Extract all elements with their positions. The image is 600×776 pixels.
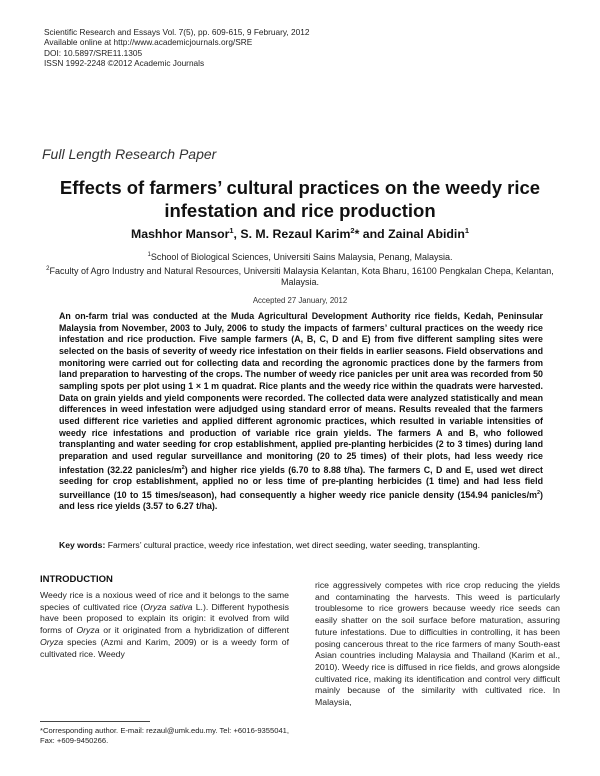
author-affil-mark: 1 <box>229 226 234 235</box>
author-separator: and <box>359 227 389 242</box>
affiliation-1 <box>40 250 560 264</box>
author-separator: , <box>233 227 241 242</box>
author-list <box>40 226 560 241</box>
journal-url: Available online at http://www.academicjournals.org/SRE <box>44 37 253 48</box>
affiliation-text: Faculty of Agro Industry and Natural Resources, Universiti Malaysia Kelantan, Kota Bharu, 16100 Pengkalan Chepa, Kelantan, Malaysia. <box>49 265 554 288</box>
abstract-text: ) and higher rice yields (6.70 to 8.88 t/ha). The farmers C, D and E, used wet direct seeding for crop establishment, applied no or less time of pre-planting herbicides (1 time) and had less field surveillance (10 to 15 times/season), had consequently a higher weedy rice panicle density (154.94 panicles/m <box>59 464 544 500</box>
body-text: L.). Different hypothesis have been proposed to explain its origin: it evolved from wild forms of <box>40 601 289 636</box>
intro-left-column <box>40 590 289 660</box>
author-name: Mashhor Mansor <box>130 227 230 242</box>
keywords <box>59 540 543 550</box>
issn: ISSN 1992-2248 ©2012 Academic Journals <box>44 58 205 69</box>
keywords-label: Key words: <box>59 540 106 550</box>
corresponding-mark: * <box>354 227 360 242</box>
abstract <box>59 311 543 513</box>
affiliations <box>40 250 560 289</box>
section-heading-introduction: INTRODUCTION <box>40 574 113 585</box>
species-name: Oryza sativa <box>143 601 193 612</box>
body-text: Weedy rice is a noxious weed of rice and it belongs to the same species of cultivated rice ( <box>40 590 289 612</box>
accepted-date: Accepted 27 January, 2012 <box>252 296 348 305</box>
author-affil-mark: 1 <box>464 226 470 235</box>
affiliation-text: School of Biological Sciences, Universiti Sains Malaysia, Penang, Malaysia. <box>150 252 453 262</box>
author-affil-mark: 2 <box>350 226 355 235</box>
author-name: S. M. Rezaul Karim <box>240 227 351 242</box>
body-text: or it originated from a hybridization of different <box>99 625 289 636</box>
paper-title: Effects of farmers’ cultural practices on the weedy rice infestation and rice production <box>59 177 541 221</box>
intro-right-column: rice aggressively competes with rice crop reducing the yields and contaminating the harvests. This weed is particularly troublesome to rice growers because weedy rice seeds can easily shatter on the soil surface before maturation, assuring future infestations. Due to difficulties in controlling, it has been posing cancerous threat to the rice farmers of many South-east Asian countries including Malaysia and Thailand (Karim et al., 2010). Weedy rice is diffused in rice fields, and grows alongside cultivated rice, making its identification and control very difficult mainly because of the similarity with cultivated rice. In Malaysia, <box>315 580 560 708</box>
affiliation-mark: 2 <box>46 265 50 272</box>
corresponding-author-footnote: *Corresponding author. E-mail: rezaul@umk.edu.my. Tel: +6016-9355041, Fax: +609-9450266. <box>40 726 289 745</box>
genus-name: Oryza <box>40 636 64 647</box>
abstract-text: ) and less rice yields (3.57 to 6.27 t/ha). <box>59 489 543 512</box>
doi: DOI: 10.5897/SRE11.1305 <box>44 47 143 58</box>
genus-name: Oryza <box>76 625 100 636</box>
paper-type: Full Length Research Paper <box>42 146 217 162</box>
affiliation-mark: 1 <box>147 252 151 258</box>
author-name: Zainal Abidin <box>388 227 465 242</box>
keywords-text: Farmers’ cultural practice, weedy rice infestation, wet direct seeding, water seeding, transplanting. <box>105 540 480 550</box>
abstract-text: An on-farm trial was conducted at the Muda Agricultural Development Authority rice fields, Kedah, Peninsular Malaysia from November, 2003 to July, 2006 to study the impacts of farmers’ cultural practices on the weedy rice infestation and rice production. Five sample farmers (A, B, C, D and E) from five different sampling sites were selected on the basis of severity of weedy rice infestation on their fields in earlier seasons. Field observations and monitoring were carried out for collecting data and recording the agronomic practices done by the farmers from land preparation to harvesting of the crops. The number of weedy rice panicles per unit area was recorded from 50 sampling spots per plot using 1 × 1 m quadrat. Rice plants and the weedy rice within the quadrats were harvested. Data on grain yields and yield components were recorded. The collected data were analyzed statistically and mean differences in weed infestation were adjudged using standard error of means. Results revealed that the farmers used different rice varieties and applied different agronomic practices, which resulted in variable intensities of weedy rice infestations and production of variable rice grain yields. The farmers A and B, who followed transplanting and water seeding for crop establishment, applied pre-planting herbicides (2 to 3 times) during land preparation and used regular surveillance and monitoring (20 to 25 times) of their plots, had less weedy rice infestation (32.22 panicles/m <box>59 311 543 475</box>
footnote-divider <box>40 721 150 722</box>
journal-citation: Scientific Research and Essays Vol. 7(5), pp. 609-615, 9 February, 2012 <box>44 27 310 37</box>
superscript: 2 <box>536 489 541 496</box>
body-text: species (Azmi and Karim, 2009) or is a weedy form of cultivated rice. Weedy <box>40 636 289 659</box>
journal-info <box>44 27 310 69</box>
affiliation-2 <box>40 264 560 289</box>
superscript: 2 <box>181 464 185 471</box>
